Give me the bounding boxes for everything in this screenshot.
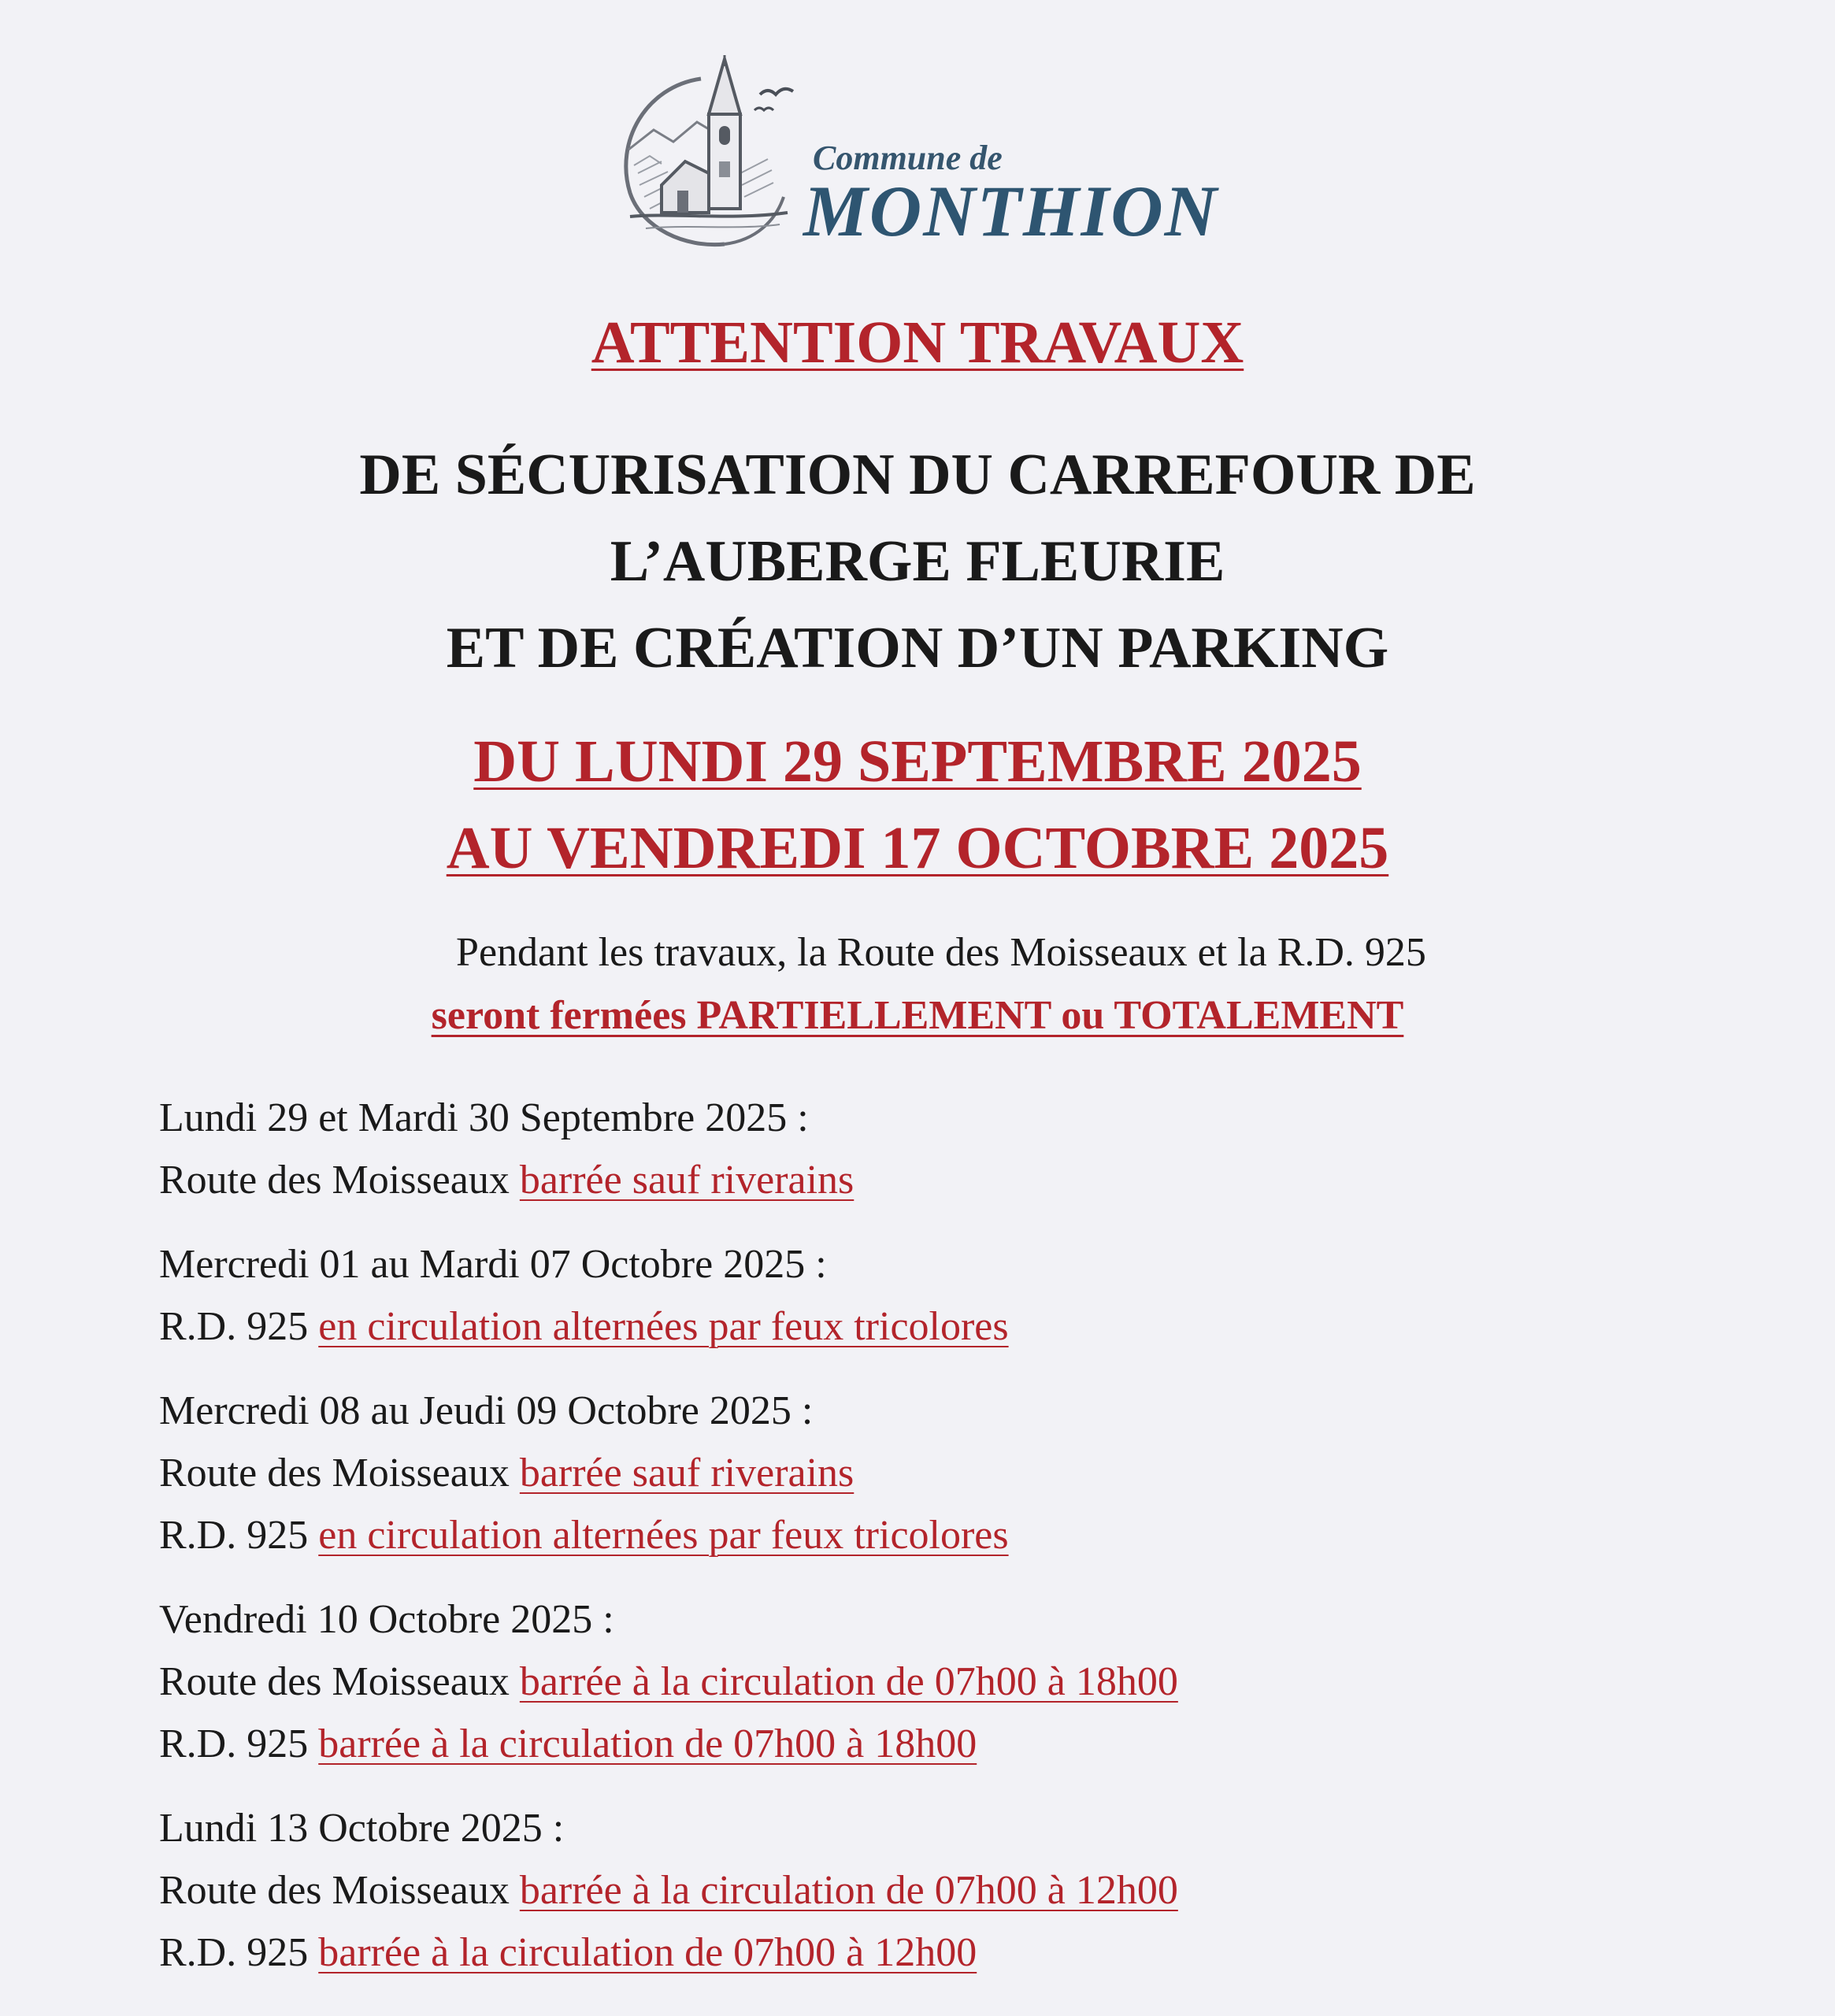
restriction-detail: barrée sauf riverains — [519, 1451, 854, 1495]
logo-commune-label: Commune de — [813, 139, 1003, 177]
works-period — [0, 718, 1835, 891]
schedule-item — [159, 1295, 1695, 1358]
road-name: Route des Moisseaux — [159, 1451, 510, 1495]
church-emblem-icon — [606, 55, 811, 252]
road-name: Route des Moisseaux — [159, 1868, 510, 1913]
commune-logo — [606, 55, 1236, 252]
schedule-item — [159, 1859, 1695, 1922]
schedule-date: Lundi 13 Octobre 2025 : — [159, 1806, 565, 1851]
closure-schedule — [159, 1087, 1695, 2006]
schedule-entry — [159, 1087, 1695, 1211]
schedule-item — [159, 1504, 1695, 1566]
schedule-entry — [159, 1588, 1695, 1775]
schedule-item — [159, 1442, 1695, 1504]
schedule-entry — [159, 1233, 1695, 1358]
road-name: R.D. 925 — [159, 1513, 309, 1558]
intro-line-2: seront fermées PARTIELLEMENT ou TOTALEMENT — [431, 993, 1404, 1038]
restriction-detail: barrée à la circulation de 07h00 à 12h00 — [318, 1930, 977, 1975]
schedule-entry — [159, 1797, 1695, 1984]
period-end: AU VENDREDI 17 OCTOBRE 2025 — [446, 815, 1389, 881]
schedule-item — [159, 1922, 1695, 1984]
restriction-detail: barrée à la circulation de 07h00 à 18h00 — [318, 1721, 977, 1766]
notice-title — [0, 309, 1835, 377]
restriction-detail: en circulation alternées par feux tricolores — [318, 1513, 1009, 1558]
logo-commune-name: MONTHION — [803, 171, 1219, 251]
schedule-item — [159, 1713, 1695, 1775]
closure-intro — [0, 921, 1835, 1047]
subject-line-3: ET DE CRÉATION D’UN PARKING — [446, 616, 1389, 680]
subject-line-2: L’AUBERGE FLEURIE — [610, 529, 1225, 594]
schedule-item — [159, 1149, 1695, 1211]
schedule-date: Vendredi 10 Octobre 2025 : — [159, 1597, 614, 1642]
schedule-date: Mercredi 08 au Jeudi 09 Octobre 2025 : — [159, 1388, 814, 1433]
road-name: R.D. 925 — [159, 1304, 309, 1349]
restriction-detail: en circulation alternées par feux tricolores — [318, 1304, 1009, 1349]
restriction-detail: barrée à la circulation de 07h00 à 18h00 — [519, 1659, 1178, 1704]
schedule-item — [159, 1651, 1695, 1713]
road-name: R.D. 925 — [159, 1721, 309, 1766]
schedule-entry — [159, 1380, 1695, 1566]
road-name: R.D. 925 — [159, 1930, 309, 1975]
subject-line-1: DE SÉCURISATION DU CARREFOUR DE — [359, 443, 1476, 507]
works-subject — [0, 432, 1835, 691]
schedule-date: Lundi 29 et Mardi 30 Septembre 2025 : — [159, 1095, 809, 1140]
schedule-date: Mercredi 01 au Mardi 07 Octobre 2025 : — [159, 1242, 827, 1287]
period-start: DU LUNDI 29 SEPTEMBRE 2025 — [473, 728, 1362, 795]
restriction-detail: barrée à la circulation de 07h00 à 12h00 — [519, 1868, 1178, 1913]
attention-heading: ATTENTION TRAVAUX — [591, 309, 1244, 376]
road-name: Route des Moisseaux — [159, 1659, 510, 1704]
restriction-detail: barrée sauf riverains — [519, 1158, 854, 1203]
road-name: Route des Moisseaux — [159, 1158, 510, 1203]
intro-line-1: Pendant les travaux, la Route des Moisseaux et la R.D. 925 — [456, 930, 1426, 975]
